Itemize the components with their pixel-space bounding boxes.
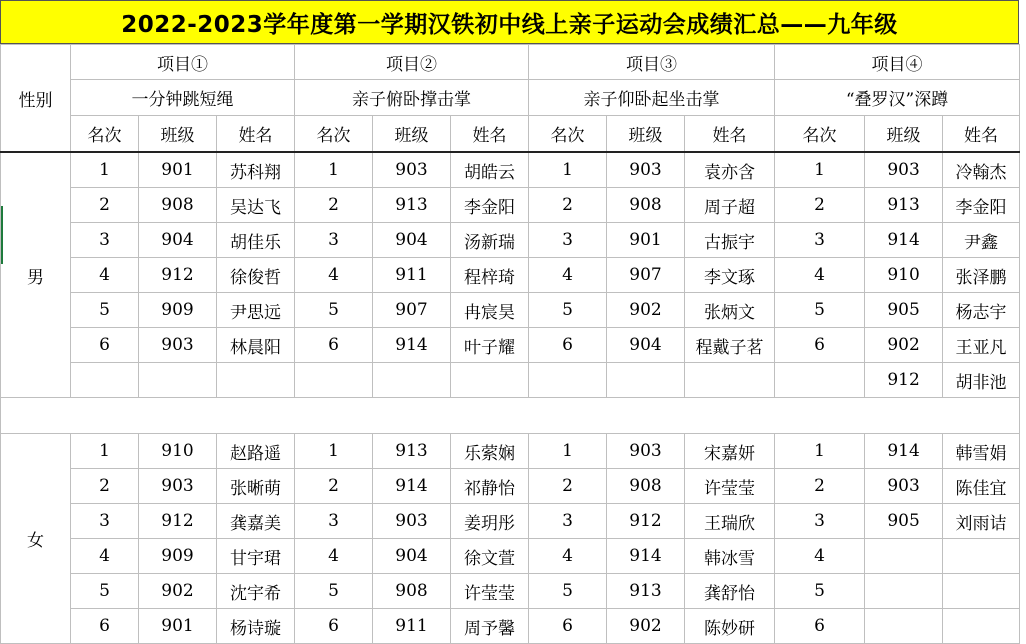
rank-cell[interactable]: 3 [529,504,607,539]
rank-cell[interactable]: 4 [295,539,373,574]
name-cell[interactable]: 古振宇 [685,223,775,258]
class-cell[interactable]: 907 [607,258,685,293]
class-cell[interactable]: 908 [139,188,217,223]
table-row [1,328,1020,363]
name-cell[interactable]: 李金阳 [943,188,1020,223]
rank-cell[interactable]: 2 [71,469,139,504]
name-cell[interactable]: 尹思远 [217,293,295,328]
rank-cell[interactable]: 1 [71,434,139,469]
col-header-class[interactable]: 班级 [607,116,685,153]
project-4-label[interactable]: 项目④ [775,45,1020,80]
rank-cell[interactable]: 2 [529,469,607,504]
rank-cell[interactable]: 2 [775,188,865,223]
table-row [1,363,1020,398]
class-cell[interactable] [865,574,943,609]
class-cell[interactable]: 908 [373,574,451,609]
rank-cell[interactable]: 3 [295,504,373,539]
class-cell[interactable]: 903 [607,152,685,188]
rank-cell[interactable]: 1 [529,434,607,469]
name-cell[interactable]: 苏科翔 [217,152,295,188]
col-header-rank[interactable]: 名次 [295,116,373,153]
name-cell[interactable]: 徐文萱 [451,539,529,574]
name-cell[interactable]: 姜玥彤 [451,504,529,539]
rank-cell[interactable]: 5 [529,293,607,328]
col-header-name[interactable]: 姓名 [451,116,529,153]
table-row [1,258,1020,293]
rank-cell[interactable]: 2 [295,188,373,223]
class-cell[interactable]: 904 [139,223,217,258]
rank-cell[interactable]: 4 [295,258,373,293]
col-header-class[interactable]: 班级 [373,116,451,153]
name-cell[interactable]: 张晰萌 [217,469,295,504]
name-cell[interactable]: 许莹莹 [685,469,775,504]
rank-cell[interactable] [295,363,373,398]
name-cell[interactable]: 胡佳乐 [217,223,295,258]
class-cell[interactable]: 903 [607,434,685,469]
class-cell[interactable]: 912 [865,363,943,398]
rank-cell[interactable]: 6 [529,609,607,644]
name-cell[interactable]: 赵路遥 [217,434,295,469]
rank-cell[interactable]: 3 [71,504,139,539]
female-gender-cell[interactable]: 女 [1,434,71,644]
col-header-name[interactable]: 姓名 [943,116,1020,153]
name-cell[interactable]: 冉宸昊 [451,293,529,328]
table-row [1,434,1020,469]
rank-cell[interactable]: 3 [71,223,139,258]
name-cell[interactable]: 许莹莹 [451,574,529,609]
rank-cell[interactable]: 6 [529,328,607,363]
name-cell[interactable]: 张炳文 [685,293,775,328]
rank-cell[interactable]: 6 [295,609,373,644]
name-cell[interactable]: 张泽鹏 [943,258,1020,293]
col-header-rank[interactable]: 名次 [775,116,865,153]
name-cell[interactable]: 胡非池 [943,363,1020,398]
name-cell[interactable]: 陈妙研 [685,609,775,644]
name-cell[interactable]: 周予馨 [451,609,529,644]
name-cell[interactable]: 甘宇珺 [217,539,295,574]
name-cell[interactable]: 沈宇希 [217,574,295,609]
spacer-row [1,398,1020,434]
name-cell[interactable]: 龚嘉美 [217,504,295,539]
class-cell[interactable]: 908 [607,188,685,223]
class-cell[interactable]: 904 [607,328,685,363]
class-cell[interactable]: 911 [373,609,451,644]
class-cell[interactable]: 907 [373,293,451,328]
name-cell[interactable]: 叶子耀 [451,328,529,363]
rank-cell[interactable]: 5 [71,293,139,328]
class-cell[interactable]: 914 [607,539,685,574]
rank-cell[interactable]: 4 [529,258,607,293]
rank-cell[interactable]: 4 [775,539,865,574]
name-cell[interactable] [943,539,1020,574]
class-cell[interactable]: 914 [865,223,943,258]
gender-header[interactable]: 性别 [1,45,71,153]
name-cell[interactable]: 王亚凡 [943,328,1020,363]
rank-cell[interactable]: 5 [529,574,607,609]
rank-cell[interactable]: 5 [295,574,373,609]
name-cell[interactable]: 李文琢 [685,258,775,293]
class-cell[interactable]: 903 [865,469,943,504]
rank-cell[interactable]: 2 [775,469,865,504]
rank-cell[interactable]: 6 [295,328,373,363]
class-cell[interactable] [373,363,451,398]
class-cell[interactable]: 902 [139,574,217,609]
class-cell[interactable]: 905 [865,293,943,328]
class-cell[interactable]: 914 [865,434,943,469]
class-cell[interactable]: 913 [865,188,943,223]
name-cell[interactable]: 龚舒怡 [685,574,775,609]
col-header-class[interactable]: 班级 [865,116,943,153]
name-cell[interactable]: 林晨阳 [217,328,295,363]
class-cell[interactable]: 901 [139,152,217,188]
class-cell[interactable]: 903 [139,328,217,363]
rank-cell[interactable]: 6 [71,328,139,363]
table-row [1,152,1020,188]
table-row [1,574,1020,609]
project-2-label[interactable]: 项目② [295,45,529,80]
rank-cell[interactable]: 1 [775,434,865,469]
rank-cell[interactable]: 1 [775,152,865,188]
project-3-name[interactable]: 亲子仰卧起坐击掌 [529,80,775,116]
male-gender-cell[interactable]: 男 [1,152,71,398]
name-cell[interactable]: 宋嘉妍 [685,434,775,469]
class-cell[interactable] [607,363,685,398]
class-cell[interactable]: 902 [865,328,943,363]
class-cell[interactable]: 902 [607,609,685,644]
class-cell[interactable]: 909 [139,539,217,574]
col-header-rank[interactable]: 名次 [529,116,607,153]
project-3-label[interactable]: 项目③ [529,45,775,80]
sheet-title[interactable]: 2022-2023学年度第一学期汉铁初中线上亲子运动会成绩汇总——九年级 [0,0,1019,44]
rank-cell[interactable]: 4 [775,258,865,293]
name-cell[interactable]: 吴达飞 [217,188,295,223]
name-cell[interactable]: 程梓琦 [451,258,529,293]
name-cell[interactable]: 韩雪娟 [943,434,1020,469]
name-cell[interactable]: 周子超 [685,188,775,223]
project-4-name[interactable]: “叠罗汉”深蹲 [775,80,1020,116]
class-cell[interactable]: 901 [139,609,217,644]
rank-cell[interactable]: 1 [295,434,373,469]
rank-cell[interactable]: 5 [775,574,865,609]
class-cell[interactable]: 914 [373,469,451,504]
name-cell[interactable]: 杨志宇 [943,293,1020,328]
project-2-name[interactable]: 亲子俯卧撑击掌 [295,80,529,116]
class-cell[interactable]: 913 [373,434,451,469]
project-1-label[interactable]: 项目① [71,45,295,80]
class-cell[interactable]: 901 [607,223,685,258]
class-cell[interactable]: 903 [865,152,943,188]
rank-cell[interactable]: 2 [295,469,373,504]
rank-cell[interactable]: 2 [529,188,607,223]
class-cell[interactable]: 902 [607,293,685,328]
table-row [1,469,1020,504]
name-cell[interactable]: 袁亦含 [685,152,775,188]
name-cell[interactable]: 胡皓云 [451,152,529,188]
name-cell[interactable]: 冷翰杰 [943,152,1020,188]
class-cell[interactable]: 914 [373,328,451,363]
rank-cell[interactable]: 4 [529,539,607,574]
col-header-name[interactable]: 姓名 [217,116,295,153]
class-cell[interactable]: 913 [373,188,451,223]
table-row [1,609,1020,644]
col-header-name[interactable]: 姓名 [685,116,775,153]
name-cell[interactable]: 陈佳宜 [943,469,1020,504]
class-cell[interactable]: 911 [373,258,451,293]
name-cell[interactable]: 程戴子茗 [685,328,775,363]
table-row [1,504,1020,539]
name-cell[interactable]: 祁静怡 [451,469,529,504]
spacer-cell[interactable] [1,398,1020,434]
class-cell[interactable]: 903 [139,469,217,504]
table-row [1,223,1020,258]
rank-cell[interactable]: 5 [775,293,865,328]
class-cell[interactable]: 913 [607,574,685,609]
rank-cell[interactable]: 5 [295,293,373,328]
project-1-name[interactable]: 一分钟跳短绳 [71,80,295,116]
rank-cell[interactable] [775,363,865,398]
rank-cell[interactable]: 1 [295,152,373,188]
rank-cell[interactable]: 4 [71,258,139,293]
rank-cell[interactable] [529,363,607,398]
class-cell[interactable]: 912 [139,504,217,539]
name-cell[interactable]: 刘雨诘 [943,504,1020,539]
table-row [1,293,1020,328]
name-cell[interactable]: 徐俊哲 [217,258,295,293]
class-cell[interactable]: 909 [139,293,217,328]
class-cell[interactable] [139,363,217,398]
name-cell[interactable]: 尹鑫 [943,223,1020,258]
class-cell[interactable] [865,609,943,644]
rank-cell[interactable]: 6 [775,609,865,644]
rank-cell[interactable]: 6 [775,328,865,363]
name-cell[interactable] [943,609,1020,644]
results-table [0,44,1020,644]
class-cell[interactable]: 905 [865,504,943,539]
rank-cell[interactable]: 3 [529,223,607,258]
name-cell[interactable] [685,363,775,398]
name-cell[interactable] [217,363,295,398]
rank-cell[interactable]: 4 [71,539,139,574]
name-cell[interactable] [451,363,529,398]
rank-cell[interactable]: 3 [775,223,865,258]
class-cell[interactable]: 904 [373,539,451,574]
table-row [1,539,1020,574]
name-cell[interactable]: 乐萦娴 [451,434,529,469]
name-cell[interactable]: 韩冰雪 [685,539,775,574]
class-cell[interactable] [865,539,943,574]
rank-cell[interactable]: 2 [71,188,139,223]
rank-cell[interactable]: 3 [295,223,373,258]
col-header-class[interactable]: 班级 [139,116,217,153]
class-cell[interactable]: 910 [139,434,217,469]
rank-cell[interactable]: 5 [71,574,139,609]
rank-cell[interactable]: 1 [71,152,139,188]
class-cell[interactable]: 912 [139,258,217,293]
class-cell[interactable]: 904 [373,223,451,258]
name-cell[interactable]: 汤新瑞 [451,223,529,258]
class-cell[interactable]: 908 [607,469,685,504]
name-cell[interactable]: 杨诗璇 [217,609,295,644]
name-cell[interactable] [943,574,1020,609]
class-cell[interactable]: 910 [865,258,943,293]
class-cell[interactable]: 903 [373,152,451,188]
rank-cell[interactable]: 1 [529,152,607,188]
class-cell[interactable]: 912 [607,504,685,539]
rank-cell[interactable]: 6 [71,609,139,644]
col-header-rank[interactable]: 名次 [71,116,139,153]
rank-cell[interactable] [71,363,139,398]
name-cell[interactable]: 王瑞欣 [685,504,775,539]
rank-cell[interactable]: 3 [775,504,865,539]
class-cell[interactable]: 903 [373,504,451,539]
name-cell[interactable]: 李金阳 [451,188,529,223]
table-row [1,188,1020,223]
